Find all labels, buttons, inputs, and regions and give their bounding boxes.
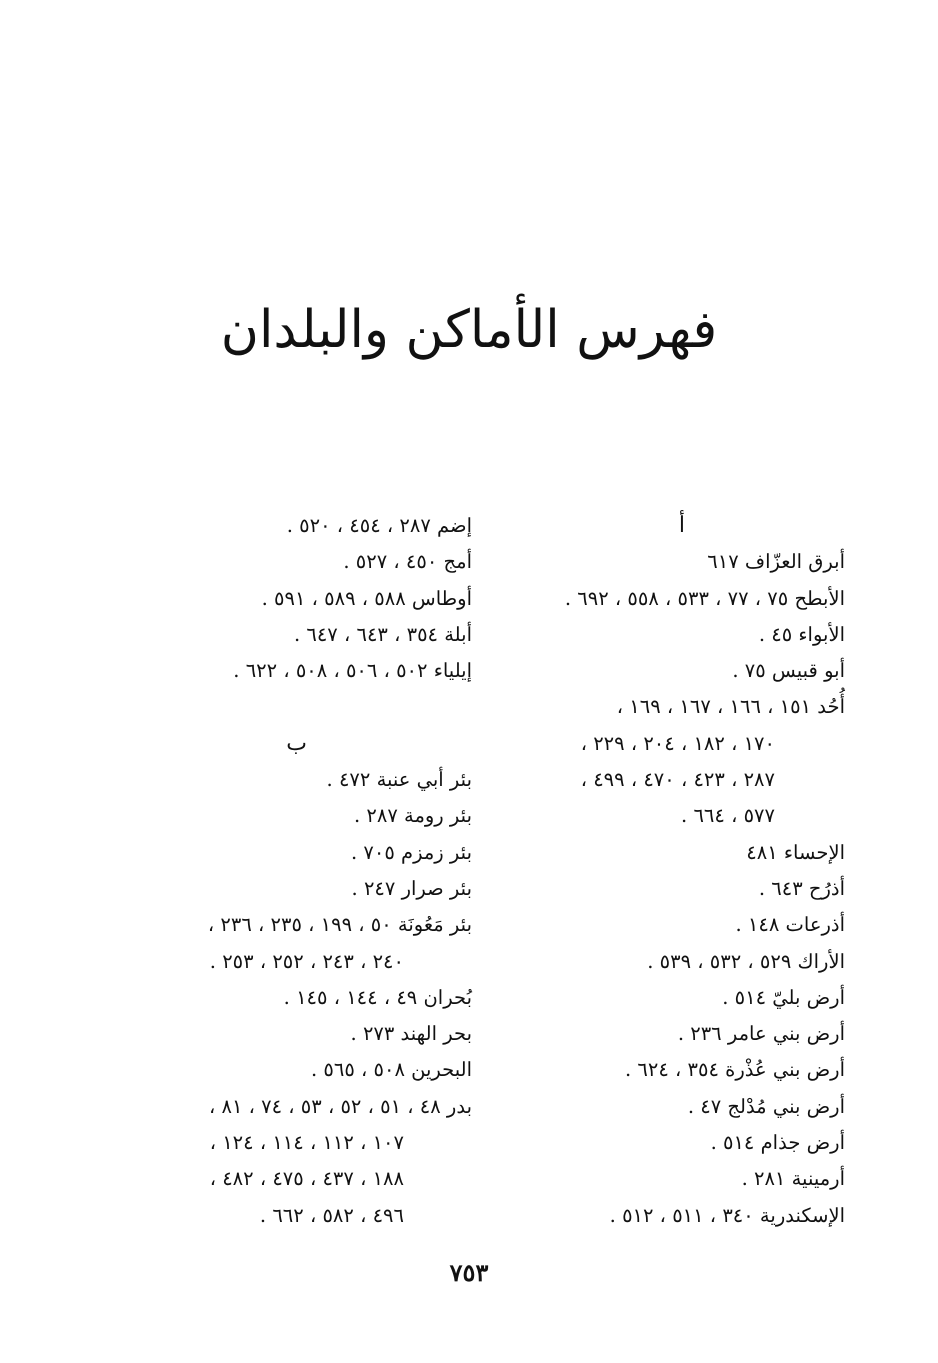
index-entry: أذرعات ١٤٨ . — [735, 913, 845, 937]
index-entry: أرض بني عامر ٢٣٦ . — [677, 1022, 845, 1046]
index-entry: الإحساء ٤٨١ — [746, 840, 845, 864]
index-entry: بئر أبي عنبة ٤٧٢ . — [326, 768, 472, 792]
index-entry: أبرق العزّاف ٦١٧ — [707, 550, 845, 574]
index-entry: بدر ٤٨ ، ٥١ ، ٥٢ ، ٥٣ ، ٧٤ ، ٨١ ، — [208, 1094, 472, 1118]
index-entry: بئر مَعُونَة ٥٠ ، ١٩٩ ، ٢٣٥ ، ٢٣٦ ، — [207, 913, 472, 937]
index-entry: أرض بني عُذْرة ٣٥٤ ، ٦٢٤ . — [624, 1058, 845, 1082]
index-entry-continuation: ٢٤٠ ، ٢٤٣ ، ٢٥٢ ، ٢٥٣ . — [209, 949, 404, 973]
index-entry: بئر رومة ٢٨٧ . — [353, 804, 472, 828]
index-entry-continuation: ٤٩٦ ، ٥٨٢ ، ٦٦٢ . — [259, 1203, 404, 1227]
index-entry-continuation: ١٨٨ ، ٤٣٧ ، ٤٧٥ ، ٤٨٢ ، — [209, 1167, 404, 1191]
index-entry: إضم ٢٨٧ ، ٤٥٤ ، ٥٢٠ . — [286, 514, 472, 537]
index-entry: أرض بني مُدْلج ٤٧ . — [687, 1094, 845, 1118]
page-title: فهرس الأماكن والبلدان — [220, 300, 718, 360]
index-entry: إيلياء ٥٠٢ ، ٥٠٦ ، ٥٠٨ ، ٦٢٢ . — [233, 659, 472, 683]
page-number: ٧٥٣ — [449, 1258, 489, 1287]
index-entry: أبلة ٣٥٤ ، ٦٤٣ ، ٦٤٧ . — [293, 622, 472, 646]
index-entry: أرمينية ٢٨١ . — [741, 1167, 845, 1191]
index-entry: أذرُح ٦٤٣ . — [758, 876, 845, 900]
index-entry-continuation: ٥٧٧ ، ٦٦٤ . — [681, 804, 775, 828]
index-entry: أوطاس ٥٨٨ ، ٥٨٩ ، ٥٩١ . — [261, 586, 472, 610]
index-entry: بُحران ٤٩ ، ١٤٤ ، ١٤٥ . — [283, 985, 472, 1009]
index-entry: أُحُد ١٥١ ، ١٦٦ ، ١٦٧ ، ١٦٩ ، — [616, 695, 845, 719]
index-entry: أبو قبيس ٧٥ . — [732, 659, 845, 683]
section-letter-alif: أ — [678, 513, 685, 538]
index-entry: أرض جذام ٥١٤ . — [710, 1131, 845, 1155]
section-gap — [142, 689, 472, 725]
index-entry-continuation: ١٠٧ ، ١١٢ ، ١١٤ ، ١٢٤ ، — [209, 1131, 404, 1155]
index-entry: الإسكندرية ٣٤٠ ، ٥١١ ، ٥١٢ . — [609, 1203, 845, 1227]
index-entry: بئر صرار ٢٤٧ . — [351, 876, 472, 900]
index-entry: البحرين ٥٠٨ ، ٥٦٥ . — [310, 1058, 472, 1082]
index-entry: الأبطح ٧٥ ، ٧٧ ، ٥٣٣ ، ٥٥٨ ، ٦٩٢ . — [564, 586, 845, 610]
index-entry: الأراك ٥٢٩ ، ٥٣٢ ، ٥٣٩ . — [647, 949, 845, 973]
index-entry: الأبواء ٤٥ . — [758, 622, 845, 646]
index-column-left — [142, 508, 472, 1234]
index-column-right — [505, 508, 845, 1234]
section-letter-ba: ب — [286, 730, 307, 756]
index-entry: بحر الهند ٢٧٣ . — [350, 1022, 472, 1046]
index-entry: أمج ٤٥٠ ، ٥٢٧ . — [343, 550, 472, 574]
index-entry: أرض بليّ ٥١٤ . — [722, 985, 845, 1009]
index-entry-continuation: ٢٨٧ ، ٤٢٣ ، ٤٧٠ ، ٤٩٩ ، — [580, 768, 775, 792]
index-entry-continuation: ١٧٠ ، ١٨٢ ، ٢٠٤ ، ٢٢٩ ، — [580, 731, 775, 755]
index-entry: بئر زمزم ٧٠٥ . — [351, 840, 472, 864]
